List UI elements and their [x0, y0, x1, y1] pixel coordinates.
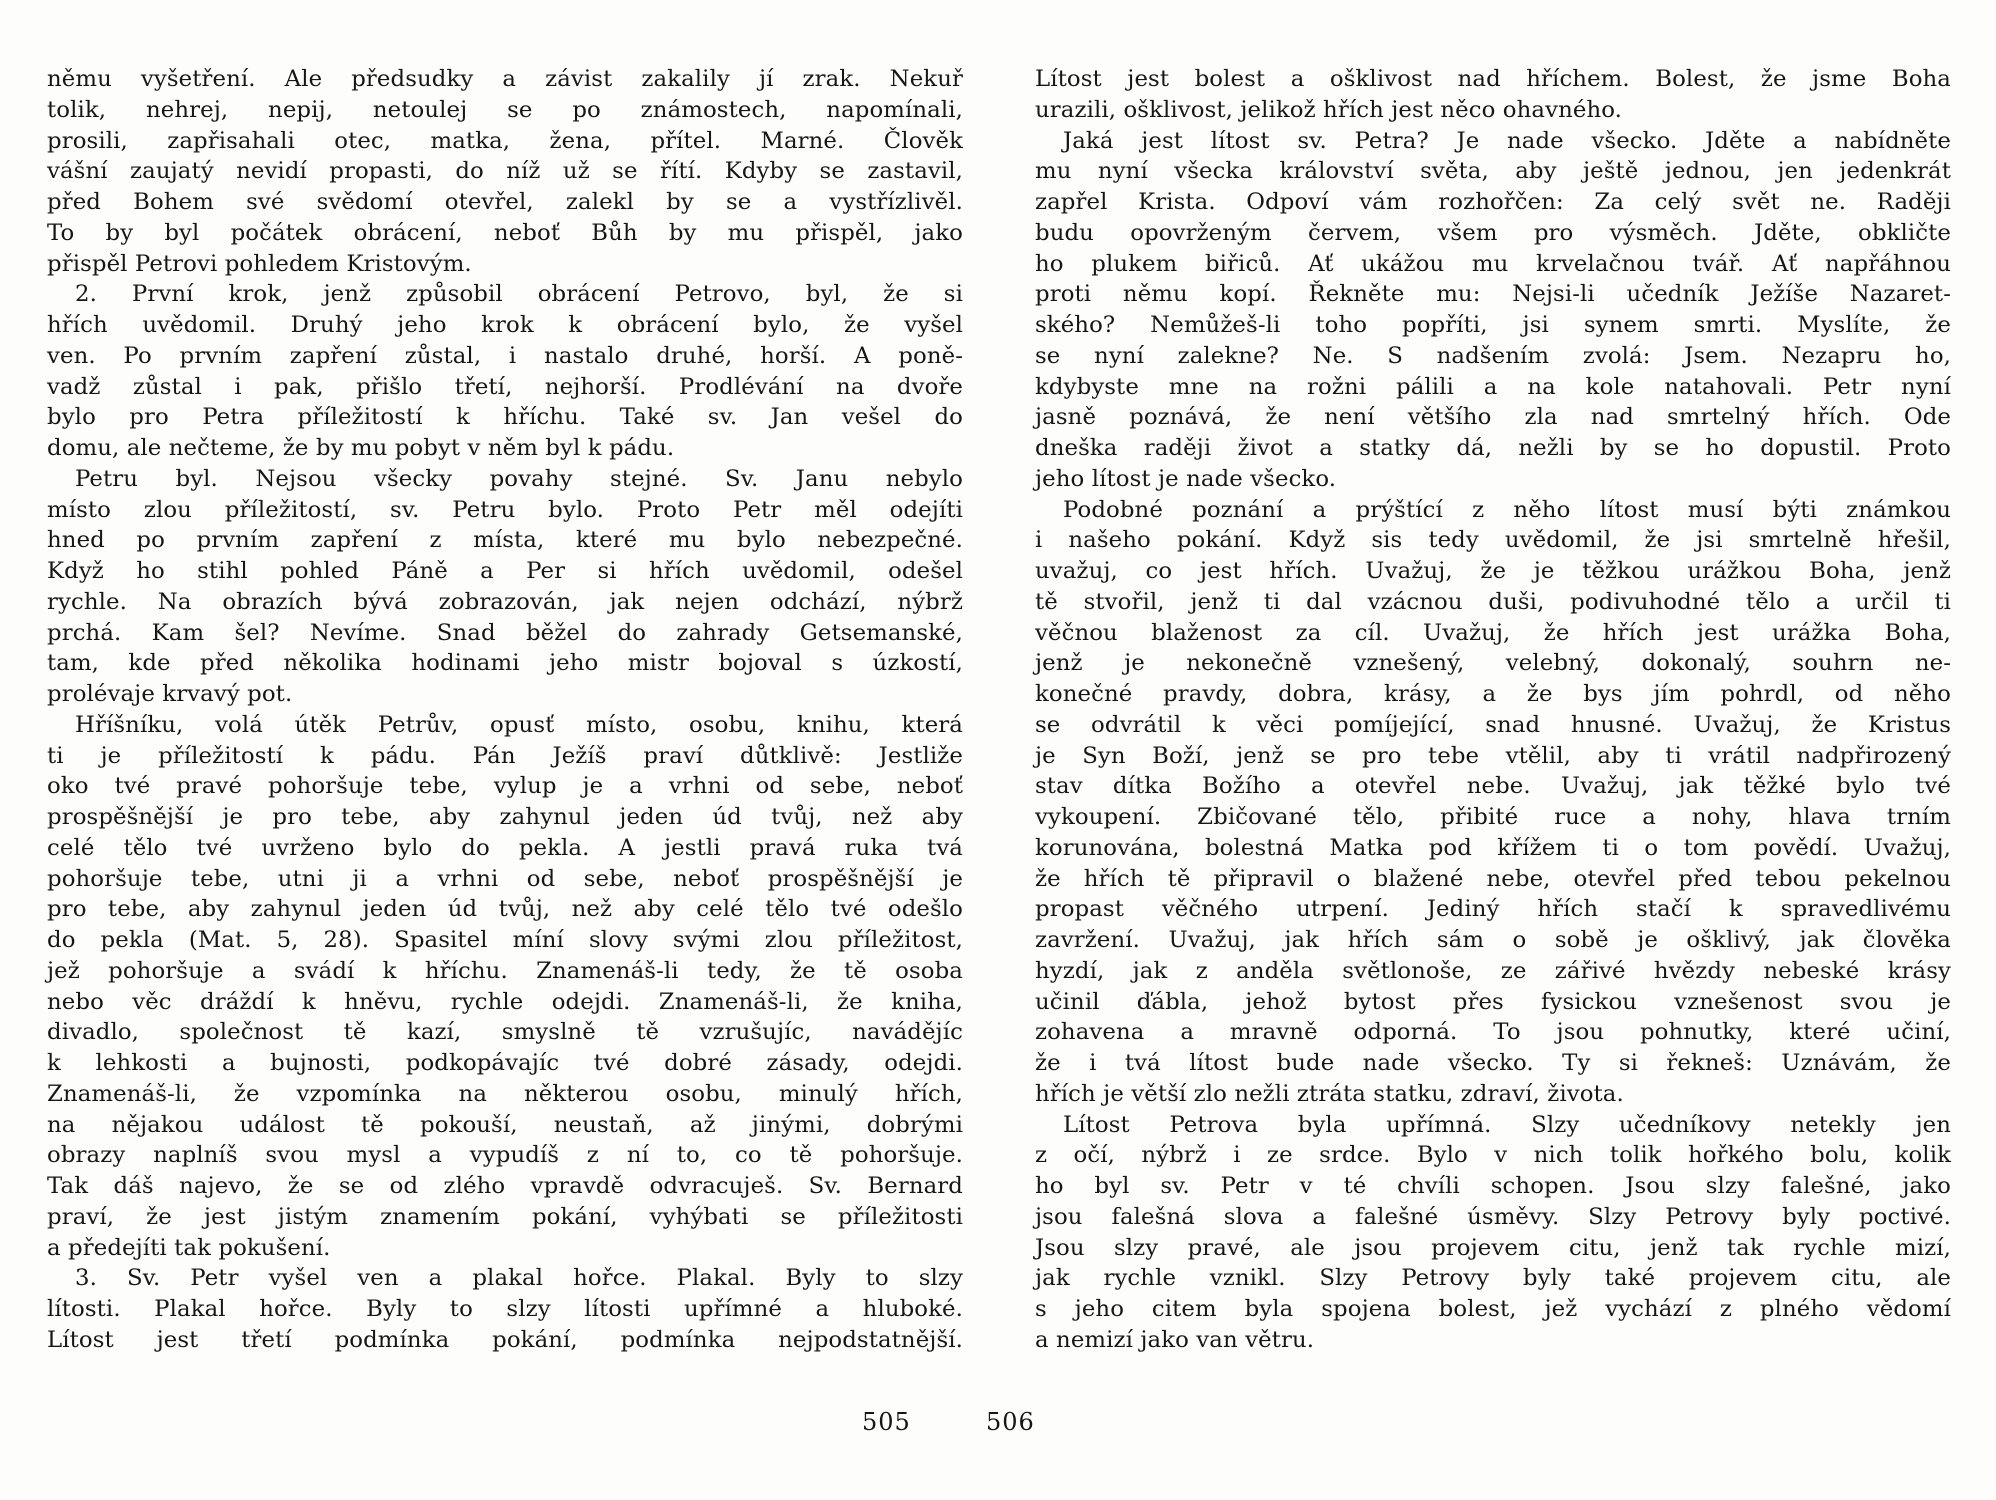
text-line: budu opovrženým červem, všem pro výsměch. Jděte, obkličte [1035, 219, 1951, 246]
text-line: zapřel Krista. Odpoví vám rozhořčen: Za celý svět ne. Raději [1035, 189, 1951, 215]
text-line: Podobné poznání a prýštící z něho lítost musí býti známkou [1063, 496, 1951, 523]
text-line: ho byl sv. Petr v té chvíli schopen. Jsou slzy falešné, jako [1035, 1173, 1951, 1199]
text-line: Když ho stihl pohled Páně a Per si hřích uvědomil, odešel [47, 558, 963, 584]
text-line: uvažuj, co jest hřích. Uvažuj, že je těžkou urážkou Boha, jenž [1035, 558, 1951, 584]
text-line: věčnou blaženost za cíl. Uvažuj, že hřích jest urážka Boha, [1035, 619, 1951, 646]
text-line: pro tebe, aby zahynul jeden úd tvůj, než aby celé tělo tvé odešlo [47, 896, 963, 923]
page-right-text-column [1035, 64, 1951, 1356]
text-line: ského? Nemůžeš-li toho popříti, jsi synem smrti. Myslíte, že [1035, 312, 1951, 338]
text-line: Tak dáš najevo, že se od zlého vpravdě odvracuješ. Sv. Bernard [47, 1173, 963, 1199]
page-number-left: 505 [862, 1408, 911, 1436]
text-line: do pekla (Mat. 5, 28). Spasitel míní slovy svými zlou příležitost, [47, 927, 963, 953]
text-line: hyzdí, jak z anděla světlonoše, ze zářivé hvězdy nebeské krásy [1035, 957, 1951, 984]
text-line: domu, ale nečteme, že by mu pobyt v něm byl k pádu. [47, 435, 675, 461]
text-line: vášní zaujatý nevidí propasti, do níž už se řítí. Kdyby se zastavil, [47, 158, 963, 185]
text-line: nebo věc dráždí k hněvu, rychle odejdi. Znamenáš-li, že kniha, [47, 988, 963, 1015]
text-line: 2. První krok, jenž způsobil obrácení Petrovo, byl, že si [75, 281, 963, 308]
text-line: vykoupení. Zbičované tělo, přibité ruce a nohy, hlava trním [1035, 804, 1951, 830]
text-line: s jeho citem byla spojena bolest, jež vychází z plného vědomí [1035, 1296, 1951, 1322]
text-line: praví, že jest jistým znamením pokání, vyhýbati se příležitosti [47, 1203, 963, 1230]
text-line: prosili, zapřisahali otec, matka, žena, přítel. Marné. Člověk [47, 127, 963, 154]
text-line: a nemizí jako van větru. [1035, 1326, 1315, 1353]
text-line: oko tvé pravé pohoršuje tebe, vylup je a vrhni od sebe, neboť [47, 773, 963, 800]
text-line: Jsou slzy pravé, ale jsou projevem citu, jenž tak rychle mizí, [1035, 1234, 1951, 1261]
text-line: lítosti. Plakal hořce. Byly to slzy lítosti upřímné a hluboké. [47, 1296, 963, 1322]
text-line: vadž zůstal i pak, přišlo třetí, nejhorší. Prodlévání na dvoře [47, 373, 963, 400]
text-line: dneška raději život a statky dá, nežli by se ho dopustil. Proto [1035, 435, 1951, 461]
text-line: kdybyste mne na rožni pálili a na kole natahovali. Petr nyní [1035, 373, 1951, 400]
text-line: z očí, nýbrž i ze srdce. Bylo v nich tolik hořkého bolu, kolik [1035, 1142, 1951, 1169]
text-line: a předejíti tak pokušení. [47, 1234, 331, 1261]
text-line: na nějakou událost tě pokouší, neustaň, až jinými, dobrými [47, 1111, 963, 1138]
text-line: propast věčného utrpení. Jediný hřích stačí k spravedlivému [1035, 896, 1951, 923]
text-line: Lítost jest třetí podmínka pokání, podmínka nejpodstatnější. [47, 1326, 963, 1353]
text-line: němu vyšetření. Ale předsudky a závist zakalily jí zrak. Nekuř [47, 66, 963, 92]
text-line: urazili, ošklivost, jelikož hřích jest něco ohavného. [1035, 96, 1623, 123]
text-line: prospěšnější je pro tebe, aby zahynul jeden úd tvůj, než aby [47, 804, 963, 830]
text-line: jeho lítost je nade všecko. [1035, 465, 1337, 492]
text-line: tě stvořil, jenž ti dal vzácnou duši, podivuhodné tělo a určil ti [1035, 588, 1951, 615]
text-line: hřích je větší zlo nežli ztráta statku, zdraví, života. [1035, 1080, 1624, 1107]
text-line: prchá. Kam šel? Nevíme. Snad běžel do zahrady Getsemanské, [47, 619, 963, 646]
text-line: jenž je nekonečně vznešený, velebný, dokonalý, souhrn ne- [1035, 650, 1951, 677]
text-line: ho plukem biřiců. Ať ukážou mu krvelačnou tvář. Ať napřáhnou [1035, 250, 1951, 277]
page-left-text-column [47, 64, 963, 1356]
text-line: ven. Po prvním zapření zůstal, i nastalo druhé, horší. A poně- [47, 342, 963, 369]
text-line: celé tělo tvé uvrženo bylo do pekla. A jestli pravá ruka tvá [47, 834, 963, 861]
text-line: rychle. Na obrazích bývá zobrazován, jak nejen odchází, nýbrž [47, 588, 963, 615]
text-line: se odvrátil k věci pomíjející, snad hnusné. Uvažuj, že Kristus [1035, 711, 1951, 738]
text-line: divadlo, společnost tě kazí, smyslně tě vzrušujíc, navádějíc [47, 1019, 963, 1046]
text-line: proti němu kopí. Řekněte mu: Nejsi-li učedník Ježíše Nazaret- [1035, 281, 1951, 308]
text-line: Petru byl. Nejsou všecky povahy stejné. Sv. Janu nebylo [75, 465, 963, 492]
text-line: Jaká jest lítost sv. Petra? Je nade všecko. Jděte a nabídněte [1063, 127, 1951, 154]
text-line: tam, kde před několika hodinami jeho mistr bojoval s úzkostí, [47, 650, 963, 677]
text-line: místo zlou příležitostí, sv. Petru bylo. Proto Petr měl odejíti [47, 496, 963, 523]
text-line: korunována, bolestná Matka pod křížem ti o tom povědí. Uvažuj, [1035, 834, 1951, 861]
text-line: přispěl Petrovi pohledem Kristovým. [47, 250, 472, 277]
text-line: bylo pro Petra příležitostí k hříchu. Také sv. Jan vešel do [47, 404, 963, 431]
text-line: To by byl počátek obrácení, neboť Bůh by mu přispěl, jako [47, 219, 963, 246]
text-line: konečné pravdy, dobra, krásy, a že bys jím pohrdl, od něho [1035, 681, 1951, 707]
text-line: hned po prvním zapření z místa, které mu bylo nebezpečné. [47, 527, 963, 554]
text-line: Hříšníku, volá útěk Petrův, opusť místo, osobu, knihu, která [75, 711, 963, 738]
text-line: jasně poznává, že není většího zla nad smrtelný hřích. Ode [1035, 404, 1951, 431]
text-line: hřích uvědomil. Druhý jeho krok k obrácení bylo, že vyšel [47, 312, 963, 338]
text-line: učinil ďábla, jehož bytost přes fysickou vznešenost svou je [1035, 988, 1951, 1015]
text-line: mu nyní všecka království světa, aby ještě jednou, jen jedenkrát [1035, 158, 1951, 185]
text-line: jež pohoršuje a svádí k hříchu. Znamenáš-li tedy, že tě osoba [47, 957, 963, 984]
text-line: zavržení. Uvažuj, jak hřích sám o sobě je ošklivý, jak člověka [1035, 927, 1951, 953]
text-line: prolévaje krvavý pot. [47, 681, 293, 707]
text-line: je Syn Boží, jenž se pro tebe vtělil, aby ti vrátil nadpřirozený [1035, 742, 1951, 769]
text-line: jsou falešná slova a falešné úsměvy. Slzy Petrovy byly poctivé. [1035, 1203, 1951, 1230]
text-line: k lehkosti a bujnosti, podkopávajíc tvé dobré zásady, odejdi. [47, 1050, 963, 1076]
text-line: 3. Sv. Petr vyšel ven a plakal hořce. Plakal. Byly to slzy [75, 1265, 963, 1292]
text-line: obrazy naplníš svou mysl a vypudíš z ní to, co tě pohoršuje. [47, 1142, 963, 1169]
text-line: že hřích tě připravil o blažené nebe, otevřel před tebou pekelnou [1035, 865, 1951, 892]
page-number-right: 506 [986, 1408, 1035, 1436]
text-line: i našeho pokání. Když sis tedy uvědomil, že jsi smrtelně hřešil, [1035, 527, 1951, 554]
text-line: tolik, nehrej, nepij, netoulej se po známostech, napomínali, [47, 96, 963, 123]
text-line: Lítost jest bolest a ošklivost nad hříchem. Bolest, že jsme Boha [1035, 66, 1951, 92]
text-line: Lítost Petrova byla upřímná. Slzy učedníkovy netekly jen [1063, 1111, 1951, 1138]
text-line: zohavena a mravně odporná. To jsou pohnutky, které učiní, [1035, 1019, 1951, 1046]
text-line: Znamenáš-li, že vzpomínka na některou osobu, minulý hřích, [47, 1080, 963, 1107]
text-line: stav dítka Božího a otevřel nebe. Uvažuj, jak těžké bylo tvé [1035, 773, 1951, 800]
text-line: že i tvá lítost bude nade všecko. Ty si řekneš: Uznávám, že [1035, 1050, 1951, 1076]
text-line: se nyní zalekne? Ne. S nadšením zvolá: Jsem. Nezapru ho, [1035, 342, 1951, 369]
text-line: před Bohem své svědomí otevřel, zalekl by se a vystřízlivěl. [47, 189, 963, 215]
text-line: pohoršuje tebe, utni ji a vrhni od sebe, neboť prospěšnější je [47, 865, 963, 892]
text-line: ti je příležitostí k pádu. Pán Ježíš praví důtklivě: Jestliže [47, 742, 963, 769]
text-line: jak rychle vznikl. Slzy Petrovy byly také projevem citu, ale [1035, 1265, 1951, 1292]
